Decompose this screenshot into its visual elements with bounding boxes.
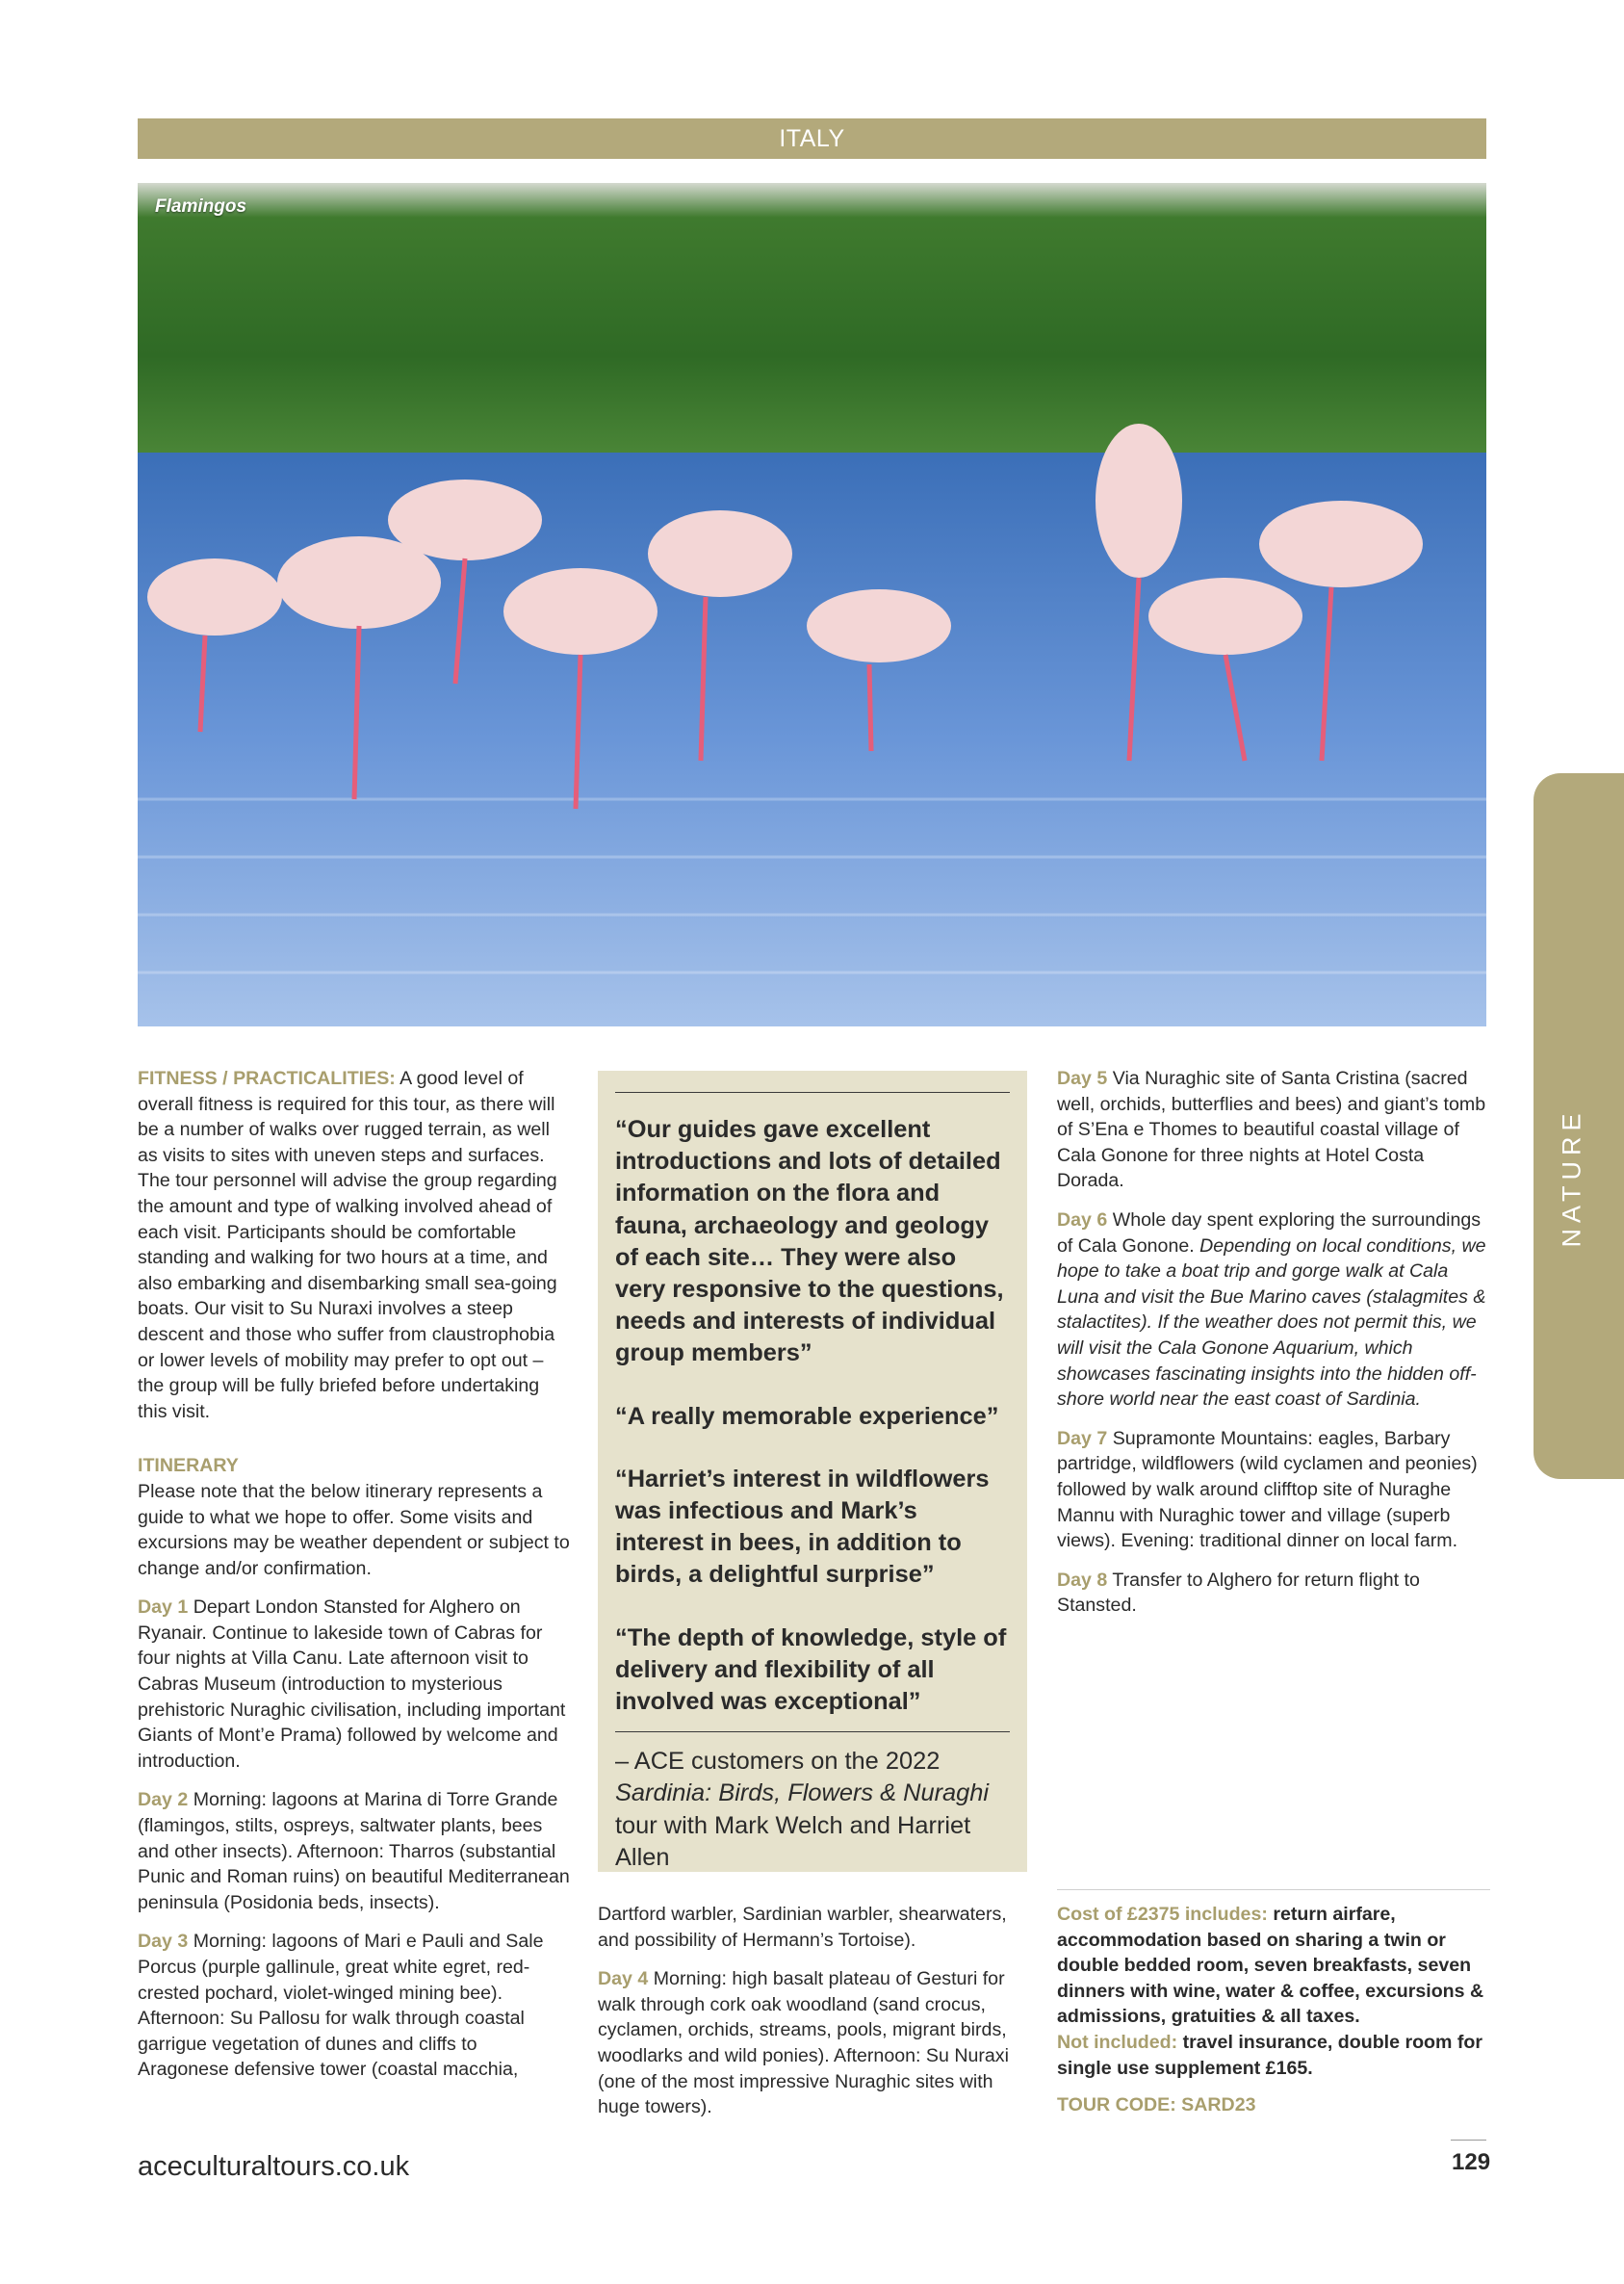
- cost-includes: [1057, 1902, 1490, 2030]
- day-5: [1057, 1066, 1490, 1194]
- day-5-text: Via Nuraghic site of Santa Cristina (sacred well, orchids, butterflies and bees) and giant’s tomb of S’Ena e Thomes to beautiful coastal village of Cala Gonone for three nights at Hotel Costa Dorada.: [1057, 1068, 1486, 1192]
- attribution-suffix: tour with Mark Welch and Harriet Allen: [615, 1811, 971, 1871]
- day-2: [138, 1787, 571, 1915]
- photo-caption: Flamingos: [155, 196, 247, 217]
- day-3-continued: Dartford warbler, Sardinian warbler, shearwaters, and possibility of Hermann’s Tortoise).: [598, 1904, 1007, 1951]
- side-tab-label: NATURE: [1557, 1107, 1586, 1248]
- day-7-label: Day 7: [1057, 1427, 1108, 1449]
- page-number-rule: [1451, 2140, 1486, 2141]
- day-3-text: Morning: lagoons of Mari e Pauli and Sale Porcus (purple gallinule, great white egret, red-crested pochard, violet-winged mining bee). Afternoon: Su Pallosu for walk through coastal garrigue vegetation of dunes and cliffs to Aragonese defensive tower (coastal macchia,: [138, 1931, 544, 2081]
- fitness-heading: FITNESS / PRACTICALITIES:: [138, 1068, 396, 1089]
- day-8-label: Day 8: [1057, 1569, 1108, 1591]
- flamingo-photo: [138, 183, 1486, 1026]
- cost-text: return airfare, accommodation based on sharing a twin or double bedded room, seven breakfasts, seven dinners with wine, water & coffee, excursions & admissions, gratuities & all taxes.: [1057, 1904, 1484, 2028]
- day-7-text: Supramonte Mountains: eagles, Barbary partridge, wildflowers (wild cyclamen and peonies) followed by walk around clifftop site of Nuraghe Mannu with Nuraghic tower and village (superb views). Evening: traditional dinner on local farm.: [1057, 1427, 1478, 1552]
- testimonial-quote-3: “Harriet’s interest in wildflowers was infectious and Mark’s interest in bees, in addition to birds, a delightful surprise”: [615, 1465, 990, 1589]
- day-6-text: Whole day spent exploring the surroundings of Cala Gonone.: [1057, 1208, 1482, 1257]
- page-number: 129: [1452, 2149, 1491, 2175]
- day-6: [1057, 1207, 1490, 1413]
- day-7: [1057, 1426, 1490, 1554]
- itinerary-heading: ITINERARY: [138, 1455, 239, 1477]
- attribution-prefix: – ACE customers on the 2022: [615, 1748, 941, 1776]
- right-column: [1057, 1066, 1490, 1632]
- day-1-label: Day 1: [138, 1596, 189, 1619]
- attribution-tour-name: Sardinia: Birds, Flowers & Nuraghi: [615, 1779, 990, 1807]
- day-1-text: Depart London Stansted for Alghero on Ryanair. Continue to lakeside town of Cabras for four nights at Villa Canu. Late afternoon visit to Cabras Museum (introduction to mysterious prehistoric Nuraghic civilisation, including important Giants of Mont’e Prama) followed by welcome and introduction.: [138, 1596, 566, 1772]
- day-4: [598, 1966, 1031, 2120]
- not-included: [1057, 2030, 1490, 2081]
- day-5-label: Day 5: [1057, 1068, 1108, 1089]
- day-8: [1057, 1568, 1490, 1619]
- testimonial-quote-2: “A really memorable experience”: [615, 1402, 999, 1430]
- cost-label: Cost of £2375 includes:: [1057, 1904, 1268, 1925]
- day-2-text: Morning: lagoons at Marina di Torre Grande (flamingos, stilts, ospreys, saltwater plants, bees and other insects). Afternoon: Tharros (substantial Punic and Roman ruins) on beautiful Mediterranean peninsula (Posidonia beds, insects).: [138, 1789, 570, 1913]
- left-column: [138, 1066, 571, 2096]
- testimonial-box: [598, 1071, 1027, 1872]
- not-included-text: travel insurance, double room for single use supplement £165.: [1057, 2031, 1483, 2079]
- day-4-text: Morning: high basalt plateau of Gesturi for walk through cork oak woodland (sand crocus, cyclamen, orchids, streams, pools, migrant birds, woodlarks and wild ponies). Afternoon: Su Nuraxi (one of the most impressive Nuraghic sites with huge towers).: [598, 1968, 1009, 2118]
- testimonial-quote-1: “Our guides gave excellent introductions and lots of detailed information on the flora and fauna, archaeology and geology of each site… They were also very responsive to the questions, needs and interests of individual group members”: [615, 1116, 1004, 1367]
- section-side-tab: [1534, 773, 1624, 1479]
- day-2-label: Day 2: [138, 1789, 189, 1811]
- day-3: [138, 1929, 571, 2083]
- cost-box: [1057, 1889, 1490, 2118]
- itinerary-intro: Please note that the below itinerary represents a guide to what we hope to offer. Some visits and excursions may be weather dependent or subject to change and/or confirmation.: [138, 1480, 570, 1579]
- fitness-paragraph: [138, 1066, 571, 1424]
- footer-website-url: aceculturaltours.co.uk: [138, 2151, 410, 2182]
- section-banner: ITALY: [138, 118, 1486, 159]
- day-4-label: Day 4: [598, 1968, 649, 1990]
- testimonial-attribution: [615, 1746, 1010, 1874]
- day-6-label: Day 6: [1057, 1208, 1108, 1231]
- day-6-italic-text: Depending on local conditions, we hope to take a boat trip and gorge walk at Cala Luna and visit the Bue Marino caves (stalagmites & stalactites). If the weather does not permit this, we will visit the Cala Gonone Aquarium, which showcases fascinating insights into the hidden off-shore world near the east coast of Sardinia.: [1057, 1234, 1486, 1411]
- testimonial-quote-4: “The depth of knowledge, style of delivery and flexibility of all involved was exceptional”: [615, 1623, 1007, 1716]
- day-3-label: Day 3: [138, 1931, 189, 1953]
- day-1: [138, 1595, 571, 1774]
- middle-column-text: [598, 1902, 1031, 2134]
- flamingo-illustration: [138, 183, 1486, 1026]
- tour-code: TOUR CODE: SARD23: [1057, 2094, 1256, 2116]
- fitness-text: A good level of overall fitness is required for this tour, as there will be a number of walks over rugged terrain, as well as visits to sites with uneven steps and surfaces. The tour personnel will advise the group regarding the amount and type of walking involved ahead of each visit. Participants should be comfortable standing and walking for two hours at a time, and also embarking and disembarking small sea-going boats. Our visit to Su Nuraxi involves a steep descent and those who suffer from claustrophobia or lower levels of mobility may prefer to opt out – the group will be fully briefed before undertaking this visit.: [138, 1068, 557, 1422]
- testimonial-bottom-rule: [615, 1731, 1010, 1732]
- not-included-label: Not included:: [1057, 2031, 1178, 2053]
- day-8-text: Transfer to Alghero for return flight to Stansted.: [1057, 1569, 1420, 1617]
- testimonial-top-rule: [615, 1092, 1010, 1093]
